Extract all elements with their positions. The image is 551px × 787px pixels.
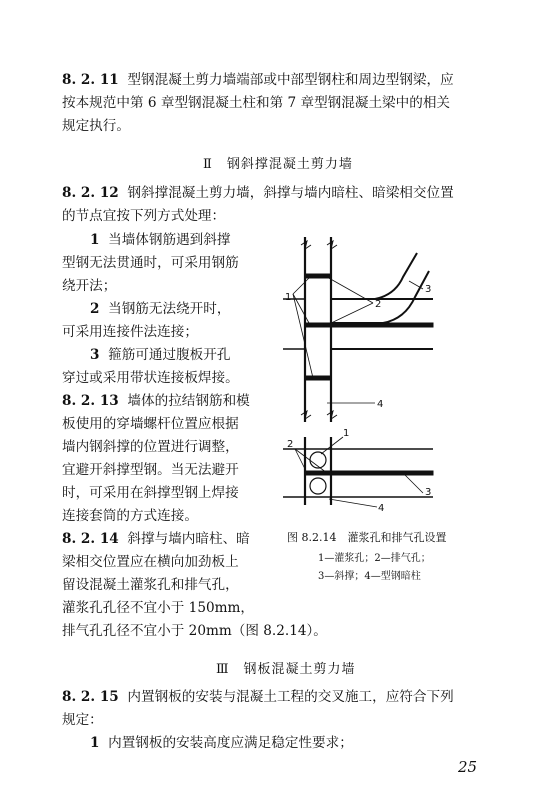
label-4-plan: 4 xyxy=(378,503,385,512)
clause-8-2-13-line-1 xyxy=(62,392,250,410)
item-text: 内置钢板的安装高度应满足稳定性要求； xyxy=(108,735,353,751)
figure-8-2-14-drawing xyxy=(283,237,483,512)
clause-8-2-13-line-4: 宜避开斜撑型钢。当无法避开 xyxy=(62,462,239,478)
clause-text: 斜撑与墙内暗柱、暗 xyxy=(127,531,250,547)
item-text: 箍筋可通过腹板开孔 xyxy=(108,347,231,363)
clause-text: 钢斜撑混凝土剪力墙，斜撑与墙内暗柱、暗梁相交位置 xyxy=(127,185,454,201)
clause-number: 8. 2. 11 xyxy=(62,72,119,88)
clause-8-2-14-line-2: 梁相交位置应在横向加劲板上 xyxy=(62,554,239,570)
item-number: 1 xyxy=(90,232,100,248)
clause-8-2-15-line-1 xyxy=(62,688,454,706)
clause-8-2-13-line-6: 连接套筒的方式连接。 xyxy=(62,508,198,524)
clause-8-2-14-line-1 xyxy=(62,530,250,548)
plan-view xyxy=(283,437,433,507)
label-2-plan: 2 xyxy=(287,439,294,450)
clause-8-2-13-line-3: 墙内钢斜撑的位置进行调整， xyxy=(62,439,239,455)
section-2-title: Ⅱ 钢斜撑混凝土剪力墙 xyxy=(203,157,353,172)
clause-8-2-14-line-4: 灌浆孔孔径不宜小于 150mm， xyxy=(62,600,254,616)
clause-8-2-12-item-3-line-2: 穿过或采用带状连接板焊接。 xyxy=(62,370,239,386)
clause-text: 型钢混凝土剪力墙端部或中部型钢柱和周边型钢梁，应 xyxy=(127,72,454,88)
clause-8-2-12-item-2-line-2: 可采用连接件法连接； xyxy=(62,324,198,340)
section-3-title: Ⅲ 钢板混凝土剪力墙 xyxy=(216,662,356,677)
clause-8-2-14-line-3: 留设混凝土灌浆孔和排气孔， xyxy=(62,577,239,593)
clause-8-2-13-line-5: 时，可采用在斜撑型钢上焊接 xyxy=(62,485,239,501)
clause-8-2-11-line-1 xyxy=(62,71,454,89)
clause-8-2-12-item-1-line-2: 型钢无法贯通时，可采用钢筋 xyxy=(62,255,239,271)
label-3-plan: 3 xyxy=(425,487,432,498)
clause-number: 8. 2. 14 xyxy=(62,531,119,547)
clause-8-2-12-item-1-line-3: 绕开法； xyxy=(62,278,117,294)
figure-caption: 图 8.2.14 灌浆孔和排气孔设置 xyxy=(287,531,447,544)
label-3-elevation: 3 xyxy=(425,284,432,295)
clause-8-2-12-line-1 xyxy=(62,184,454,202)
item-number: 1 xyxy=(90,735,100,751)
clause-text: 内置钢板的安装与混凝土工程的交叉施工，应符合下列 xyxy=(127,689,454,705)
clause-8-2-12-item-3-line-1 xyxy=(90,346,230,364)
clause-number: 8. 2. 12 xyxy=(62,185,119,201)
clause-number: 8. 2. 13 xyxy=(62,393,119,409)
clause-8-2-12-item-2-line-1 xyxy=(90,300,230,318)
item-number: 2 xyxy=(90,301,100,317)
clause-8-2-12-item-1-line-1 xyxy=(90,231,230,249)
figure-legend-line-1: 1—灌浆孔；2—排气孔； xyxy=(318,553,431,564)
item-text: 当墙体钢筋遇到斜撑 xyxy=(108,232,231,248)
label-4-elevation: 4 xyxy=(377,399,384,410)
clause-8-2-11-line-2: 按本规范中第 6 章型钢混凝土柱和第 7 章型钢混凝土梁中的相关 xyxy=(62,95,451,111)
clause-8-2-15-line-2: 规定： xyxy=(62,712,103,728)
page-number: 25 xyxy=(458,758,478,776)
item-text: 当钢筋无法绕开时， xyxy=(108,301,231,317)
clause-8-2-14-line-5: 排气孔孔径不宜小于 20mm（图 8.2.14）。 xyxy=(62,623,327,639)
item-number: 3 xyxy=(90,347,100,363)
figure-legend-line-2: 3—斜撑；4—型钢暗柱 xyxy=(318,571,421,582)
label-2-elevation: 2 xyxy=(375,299,382,310)
clause-8-2-12-line-2: 的节点宜按下列方式处理： xyxy=(62,208,226,224)
clause-8-2-15-item-1 xyxy=(90,734,353,752)
label-1-elevation: 1 xyxy=(285,292,292,303)
label-1-plan: 1 xyxy=(343,428,350,439)
clause-8-2-13-line-2: 板使用的穿墙螺杆位置应根据 xyxy=(62,416,239,432)
clause-number: 8. 2. 15 xyxy=(62,689,119,705)
clause-8-2-11-line-3: 规定执行。 xyxy=(62,118,130,134)
elevation-view xyxy=(283,237,433,422)
clause-text: 墙体的拉结钢筋和模 xyxy=(127,393,250,409)
